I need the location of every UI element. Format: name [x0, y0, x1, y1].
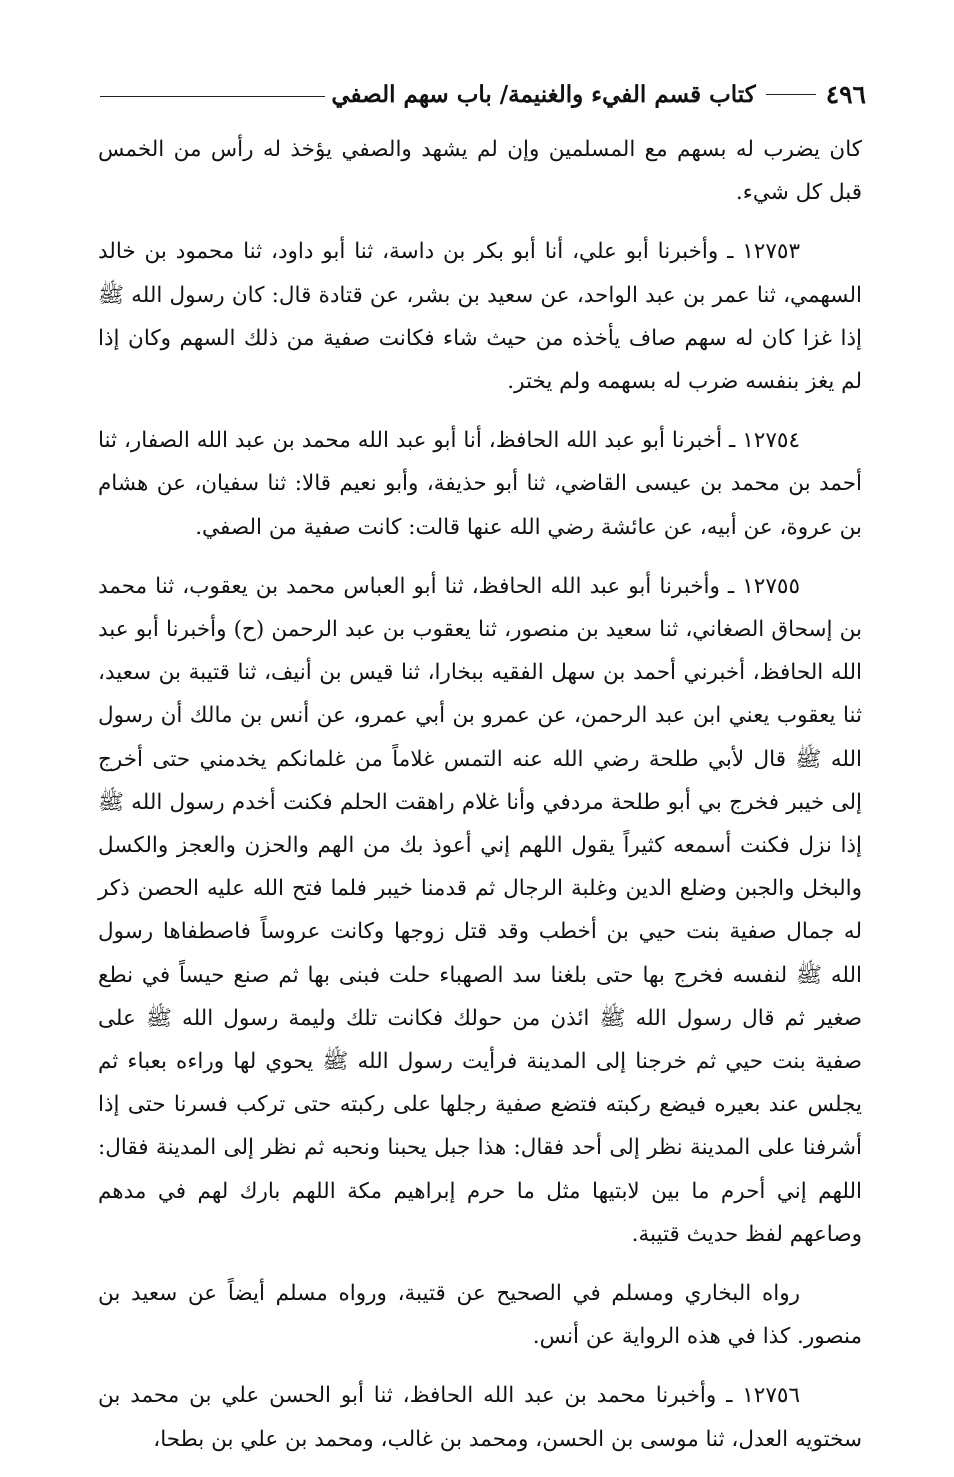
hadith-number: ١٢٧٥٥: [742, 573, 800, 599]
paragraph-note: [98, 1272, 862, 1358]
paragraph-text: ـ أخبرنا أبو عبد الله الحافظ، أنا أبو عبد الله محمد بن عبد الله الصفار، ثنا أحمد بن محمد بن عيسى القاضي، ثنا أبو حذيفة، وأبو نعيم قالا: ثنا سفيان، عن هشام بن عروة، عن أبيه، عن عائشة رضي الله عنها قالت: كانت صفية من الصفي.: [98, 428, 862, 540]
page-body: [98, 128, 862, 1477]
hadith-number: ١٢٧٥٣: [742, 239, 800, 265]
paragraph-text: كان يضرب له بسهم مع المسلمين وإن لم يشهد والصفي يؤخذ له رأس من الخمس قبل كل شيء.: [98, 137, 862, 206]
paragraph-text: ـ وأخبرنا محمد بن عبد الله الحافظ، ثنا أبو الحسن علي بن محمد بن سختويه العدل، ثنا موسى بن الحسن، ومحمد بن غالب، ومحمد بن علي بن بطحا،: [98, 1383, 862, 1452]
paragraph-continuation: [98, 128, 862, 214]
paragraph-text: رواه البخاري ومسلم في الصحيح عن قتيبة، ورواه مسلم أيضاً عن سعيد بن منصور. كذا في هذه الرواية عن أنس.: [98, 1281, 862, 1350]
hadith-12754: [98, 419, 862, 549]
hadith-number: ١٢٧٥٤: [742, 428, 800, 454]
paragraph-text: ـ وأخبرنا أبو عبد الله الحافظ، ثنا أبو العباس محمد بن يعقوب، ثنا محمد بن إسحاق الصغاني، ثنا سعيد بن منصور، ثنا يعقوب بن عبد الرحمن (ح) وأخبرنا أبو عبد الله الحافظ، أخبرني أحمد بن سهل الفقيه ببخارا، ثنا قيس بن أنيف، ثنا قتيبة بن سعيد، ثنا يعقوب يعني ابن عبد الرحمن، عن عمرو بن أبي عمرو، عن أنس بن مالك أن رسول الله ﷺ قال لأبي طلحة رضي الله عنه التمس غلاماً من غلمانكم يخدمني حتى أخرج إلى خيبر فخرج بي أبو طلحة مردفي وأنا غلام راهقت الحلم فكنت أخدم رسول الله ﷺ إذا نزل فكنت أسمعه كثيراً يقول اللهم إني أعوذ بك من الهم والحزن والعجز والكسل والبخل والجبن وضلع الدين وغلبة الرجال ثم قدمنا خيبر فلما فتح الله عليه الحصن ذكر له جمال صفية بنت حيي بن أخطب وقد قتل زوجها وكانت عروساً فاصطفاها رسول الله ﷺ لنفسه فخرج بها حتى بلغنا سد الصهباء حلت فبنى بها ثم صنع حيساً في نطع صغير ثم قال رسول الله ﷺ ائذن من حولك فكانت تلك وليمة رسول الله ﷺ على صفية بنت حيي ثم خرجنا إلى المدينة فرأيت رسول الله ﷺ يحوي لها وراءه بعباء ثم يجلس عند بعيره فيضع ركبته فتضع صفية رجلها على ركبته حتى تركب فسرنا حتى إذا أشرفنا على المدينة نظر إلى أحد فقال: هذا جبل يحبنا ونحبه ثم نظر إلى المدينة فقال: اللهم إني أحرم ما بين لابتيها مثل ما حرم إبراهيم مكة اللهم بارك لهم في مدهم وصاعهم لفظ حديث قتيبة.: [98, 573, 862, 1247]
hadith-12755: [98, 565, 862, 1256]
header-rule-short: [766, 94, 816, 95]
hadith-number: ١٢٧٥٦: [742, 1383, 800, 1409]
running-title: كتاب قسم الفيء والغنيمة/ باب سهم الصفي: [331, 80, 756, 108]
header-rule: [100, 96, 325, 97]
hadith-12753: [98, 230, 862, 403]
page-number: ٤٩٦: [825, 79, 866, 109]
page-header: [100, 74, 866, 114]
paragraph-text: ـ وأخبرنا أبو علي، أنا أبو بكر بن داسة، ثنا أبو داود، ثنا محمود بن خالد السهمي، ثنا عمر بن عبد الواحد، عن سعيد بن بشر، عن قتادة قال: كان رسول الله ﷺ إذا غزا كان له سهم صاف يأخذه من حيث شاء فكانت صفية من ذلك السهم وكان إذا لم يغز بنفسه ضرب له بسهمه ولم يختر.: [98, 239, 862, 395]
hadith-12756: [98, 1374, 862, 1460]
